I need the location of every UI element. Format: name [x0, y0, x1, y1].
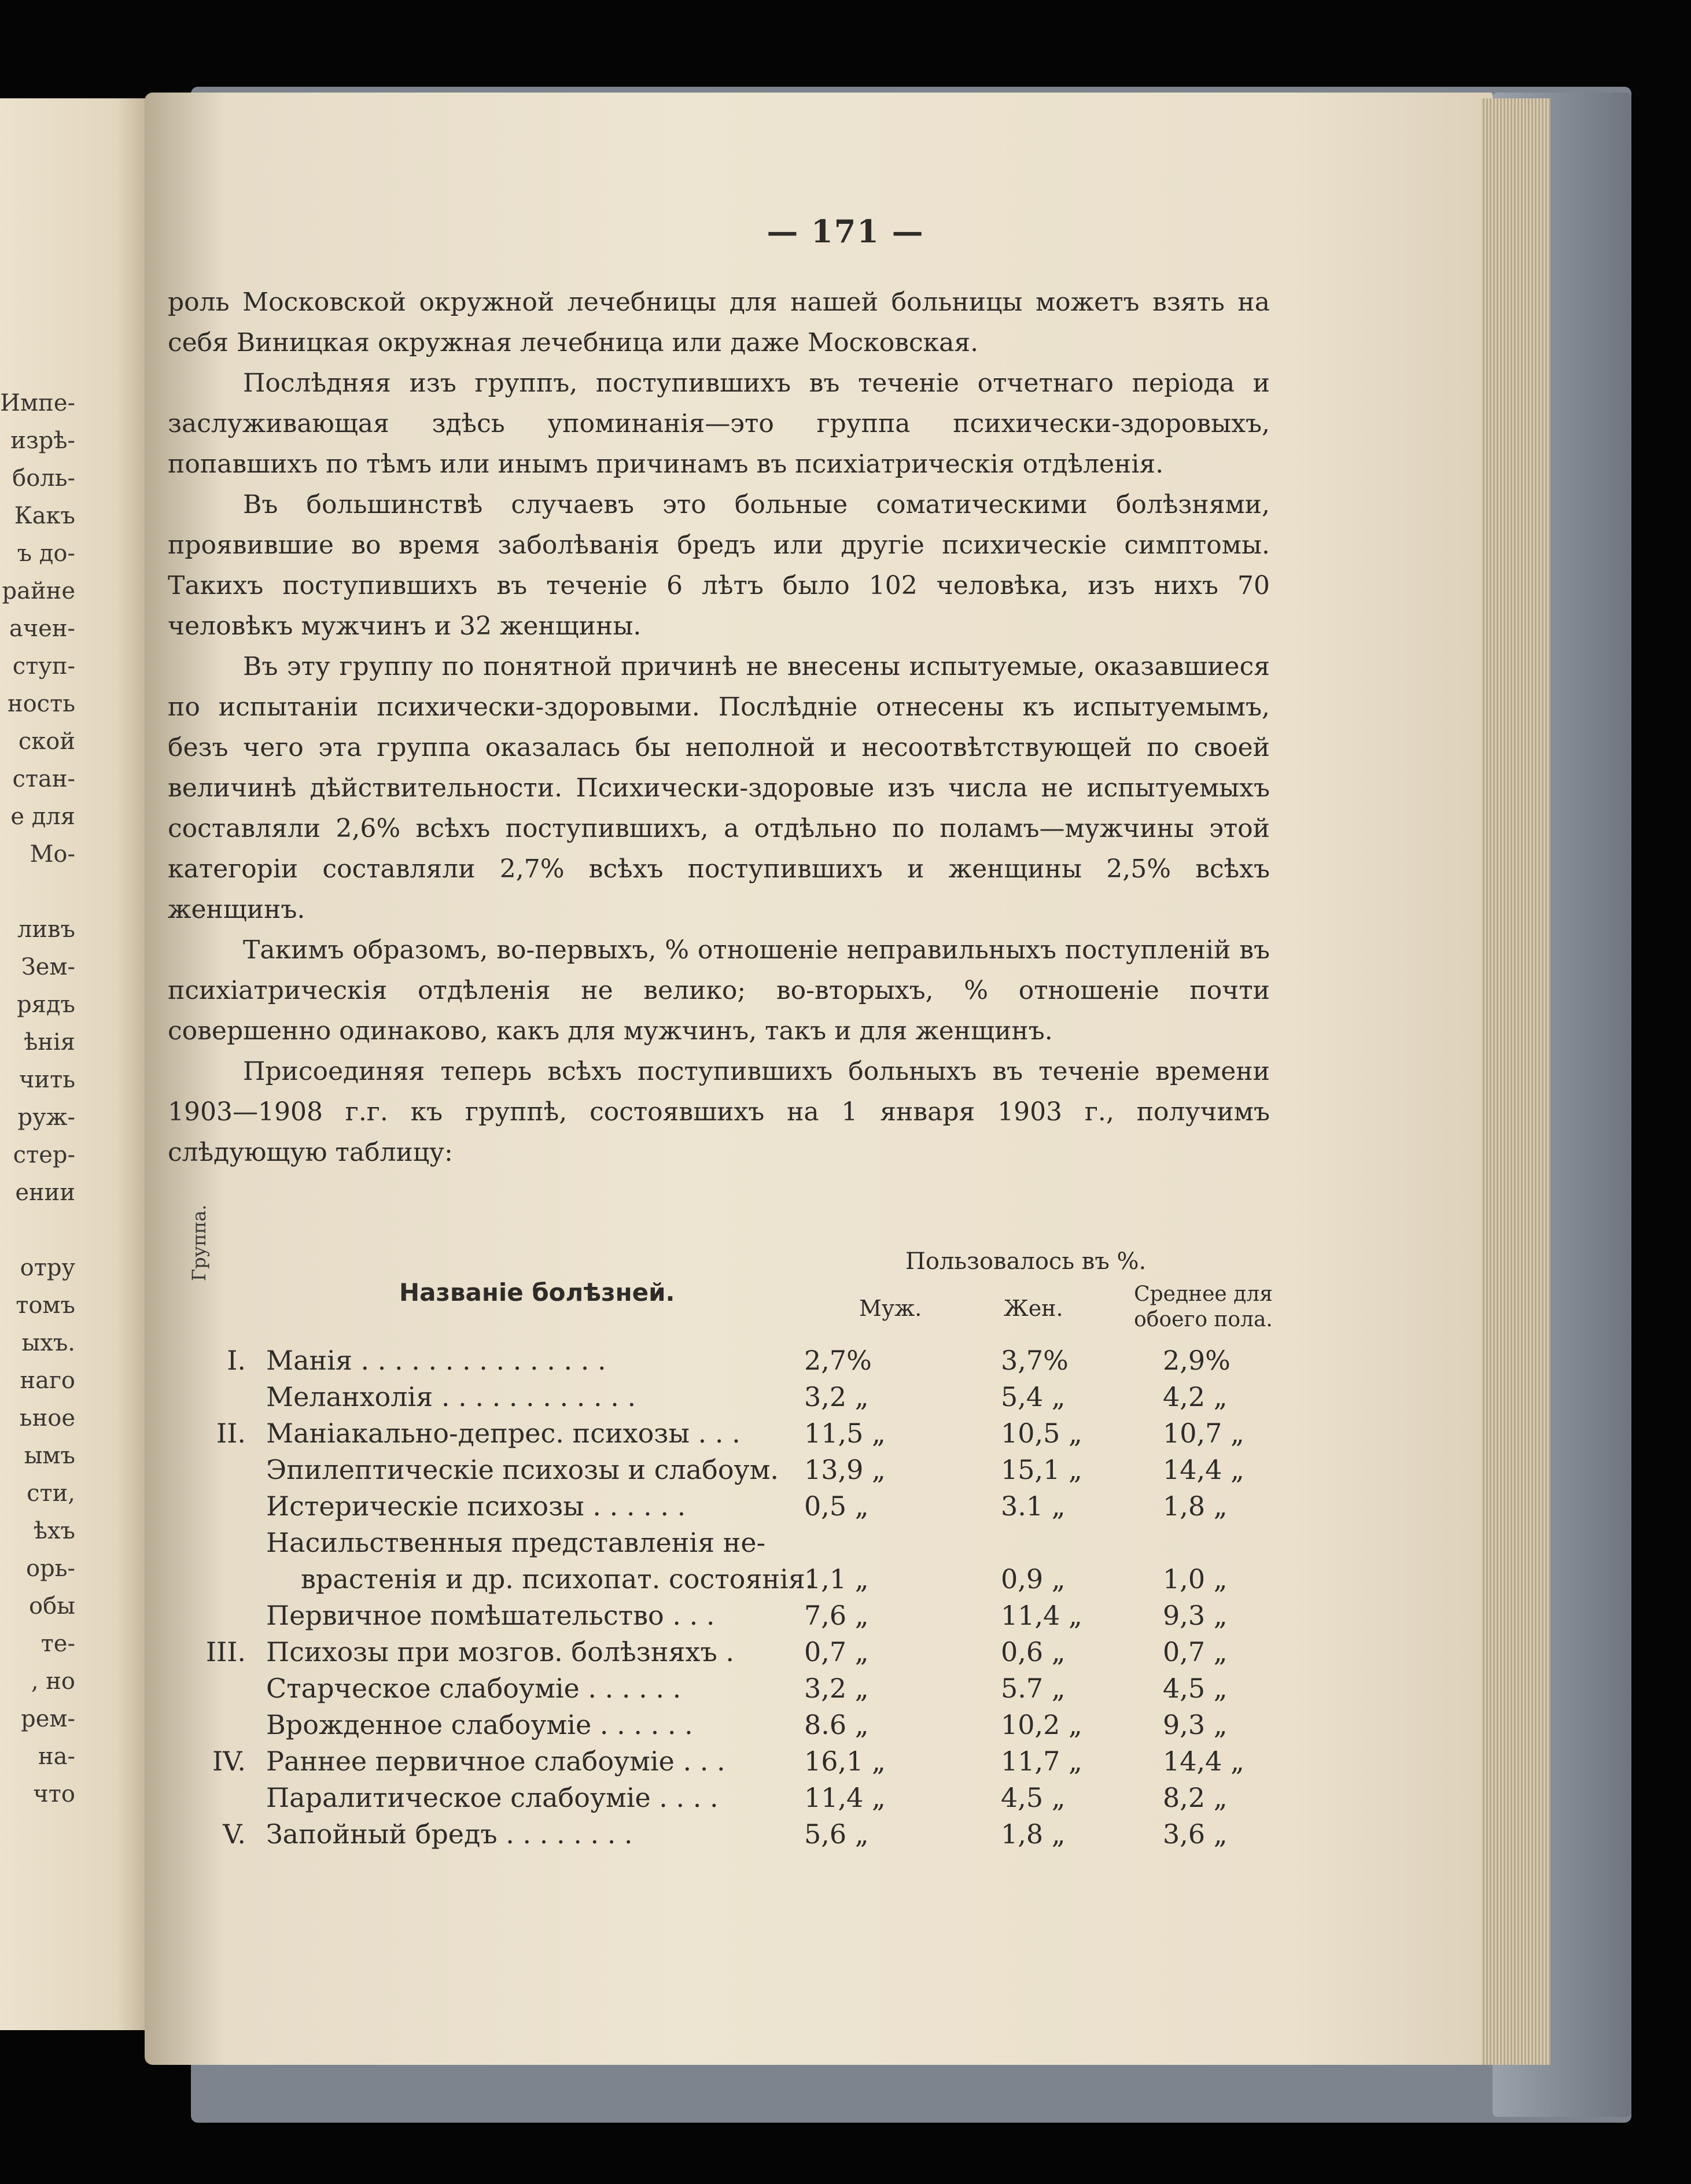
- male-percent: 0,7 „: [804, 1636, 869, 1667]
- left-page-line: боль-: [12, 465, 75, 492]
- male-percent: 2,7%: [804, 1345, 872, 1376]
- left-page-line: ыхъ.: [21, 1330, 75, 1356]
- female-percent: 11,4 „: [1001, 1600, 1082, 1631]
- disease-name: Первичное помѣшательство . . .: [266, 1600, 715, 1631]
- average-percent: 8,2 „: [1163, 1782, 1228, 1813]
- left-page-line: ской: [18, 728, 75, 755]
- paragraph: роль Московской окружной лечебницы для нашей больницы можетъ взять на себя Виницкая окружная лечебница или даже Московская.: [168, 287, 1270, 357]
- average-percent: 4,2 „: [1163, 1381, 1228, 1412]
- left-page-line: , но: [31, 1668, 75, 1695]
- left-page-line: отру: [20, 1255, 75, 1281]
- group-number: V.: [223, 1818, 246, 1850]
- left-page-line: те-: [40, 1630, 75, 1657]
- table-row: [168, 1600, 1290, 1636]
- body-text: [168, 282, 1270, 1173]
- table-row: [168, 1491, 1290, 1526]
- disease-name: Психозы при мозгов. болѣзняхъ .: [266, 1636, 734, 1667]
- female-percent: 3,7%: [1001, 1345, 1069, 1376]
- female-percent: 3.1 „: [1001, 1491, 1066, 1522]
- left-page-line: райне: [2, 578, 75, 604]
- left-page-line: руж-: [17, 1104, 75, 1131]
- left-page-line: [0, 873, 75, 911]
- left-page-line: Какъ: [14, 503, 75, 529]
- female-percent: 0,9 „: [1001, 1563, 1066, 1595]
- group-number: I.: [227, 1345, 246, 1376]
- average-percent: 14,4 „: [1163, 1454, 1244, 1485]
- average-percent: 1,8 „: [1163, 1491, 1228, 1522]
- table-row: [168, 1527, 1290, 1563]
- left-page-line: [0, 1212, 75, 1249]
- disease-name: Эпилептическіе психозы и слабоум.: [266, 1454, 779, 1485]
- paragraph: Въ большинствѣ случаевъ это больные соматическими болѣзнями, проявившие во время заболѣванія бредъ или другіе психическіе симптомы. Такихъ поступившихъ въ теченіе 6 лѣтъ было 102 человѣка, изъ нихъ 70 человѣкъ мужчинъ и 32 женщины.: [168, 490, 1270, 641]
- average-percent: 14,4 „: [1163, 1746, 1244, 1777]
- average-percent: 1,0 „: [1163, 1563, 1228, 1595]
- female-percent: 1,8 „: [1001, 1818, 1066, 1850]
- disease-name: Меланхолія . . . . . . . . . . . .: [266, 1381, 636, 1412]
- table-row: [168, 1636, 1290, 1672]
- left-page-line: ливъ: [17, 916, 75, 943]
- table-row: [168, 1345, 1290, 1381]
- left-page-line: стан-: [12, 766, 75, 792]
- paragraph: Послѣдняя изъ группъ, поступившихъ въ теченіе отчетнаго періода и заслуживающая здѣсь упоминанія—это группа психически-здоровыхъ, попавшихъ по тѣмъ или инымъ причинамъ въ психіатрическія отдѣленія.: [168, 368, 1270, 479]
- left-page-line: на-: [38, 1743, 75, 1770]
- paragraph: Въ эту группу по понятной причинѣ не внесены испытуемые, оказавшиеся по испытаніи психически-здоровыми. Послѣдніе отнесены къ испытуемымъ, безъ чего эта группа оказалась бы неполной и несоотвѣтствующей по своей величинѣ дѣйствительности. Психически-здоровые изъ числа не испытуемыхъ составляли 2,6% всѣхъ поступившихъ, а отдѣльно по поламъ—мужчины этой категоріи составляли 2,7% всѣхъ поступившихъ и женщины 2,5% всѣхъ женщинъ.: [168, 652, 1270, 924]
- left-page-line: ступ-: [12, 653, 75, 680]
- disease-name: Манія . . . . . . . . . . . . . . .: [266, 1345, 606, 1376]
- female-percent: 11,7 „: [1001, 1746, 1082, 1777]
- male-percent: 16,1 „: [804, 1746, 886, 1777]
- female-percent: 15,1 „: [1001, 1454, 1082, 1485]
- average-percent: 9,3 „: [1163, 1600, 1228, 1631]
- average-percent: 3,6 „: [1163, 1818, 1228, 1850]
- group-number: III.: [205, 1636, 246, 1667]
- table-row: [168, 1782, 1290, 1818]
- male-header: Муж.: [859, 1296, 922, 1321]
- left-page-line: ъ до-: [17, 540, 75, 567]
- group-number: II.: [216, 1418, 246, 1449]
- average-percent: 4,5 „: [1163, 1673, 1228, 1704]
- disease-name: Старческое слабоуміе . . . . . .: [266, 1673, 681, 1704]
- average-percent: 2,9%: [1163, 1345, 1231, 1376]
- left-page-line: Зем-: [21, 954, 75, 980]
- group-number: IV.: [212, 1746, 246, 1777]
- left-page-line: обы: [29, 1593, 75, 1619]
- disease-name: Насильственныя представленія не-: [266, 1527, 766, 1558]
- disease-name: Запойный бредъ . . . . . . . .: [266, 1818, 633, 1850]
- disease-name: Маніакально-депрес. психозы . . .: [266, 1418, 740, 1449]
- left-page-line: рядъ: [17, 991, 75, 1018]
- left-page-line: наго: [20, 1367, 75, 1394]
- paragraph: Присоединяя теперь всѣхъ поступившихъ больныхъ въ теченіе времени 1903—1908 г.г. къ группѣ, состоявшихъ на 1 января 1903 г., получимъ слѣдующую таблицу:: [168, 1057, 1270, 1167]
- disease-name: врастенія и др. психопат. состоянія.: [301, 1563, 814, 1595]
- left-page-line: рем-: [21, 1706, 75, 1732]
- female-percent: 4,5 „: [1001, 1782, 1066, 1813]
- male-percent: 11,5 „: [804, 1418, 886, 1449]
- average-header: Среднее для обоего пола.: [1134, 1282, 1273, 1331]
- table-row: [168, 1818, 1290, 1854]
- female-percent: 5.7 „: [1001, 1673, 1066, 1704]
- female-percent: 0,6 „: [1001, 1636, 1066, 1667]
- table-row: [168, 1454, 1290, 1490]
- left-page-line: томъ: [16, 1292, 75, 1319]
- percent-header: Пользовалось въ %.: [905, 1248, 1147, 1275]
- male-percent: 0,5 „: [804, 1491, 869, 1522]
- female-header: Жен.: [1004, 1296, 1063, 1321]
- left-page: [0, 98, 156, 2030]
- page-edges: [1481, 98, 1550, 2065]
- female-percent: 5,4 „: [1001, 1381, 1066, 1412]
- left-page-line: стер-: [13, 1142, 75, 1168]
- group-column-header: Группа.: [188, 1204, 210, 1281]
- disease-name: Раннее первичное слабоуміе . . .: [266, 1746, 725, 1777]
- left-page-line: ность: [7, 691, 75, 717]
- average-percent: 0,7 „: [1163, 1636, 1228, 1667]
- male-percent: 5,6 „: [804, 1818, 869, 1850]
- disease-name-header: Названіе болѣзней.: [399, 1278, 675, 1307]
- left-page-line: ѣхъ: [33, 1518, 75, 1544]
- female-percent: 10,2 „: [1001, 1709, 1082, 1740]
- left-page-line: Импе-: [0, 390, 75, 416]
- table-row: [168, 1418, 1290, 1453]
- left-page-line: сти,: [27, 1480, 75, 1507]
- table-row: [168, 1746, 1290, 1781]
- disease-name: Паралитическое слабоуміе . . . .: [266, 1782, 719, 1813]
- male-percent: 3,2 „: [804, 1381, 869, 1412]
- disease-name: Врожденное слабоуміе . . . . . .: [266, 1709, 693, 1740]
- left-page-line: Мо-: [30, 841, 75, 868]
- male-percent: 1,1 „: [804, 1563, 869, 1595]
- left-page-line: орь-: [26, 1555, 75, 1582]
- male-percent: 8.6 „: [804, 1709, 869, 1740]
- table-row: [168, 1563, 1290, 1599]
- average-percent: 10,7 „: [1163, 1418, 1244, 1449]
- left-page-line: ымъ: [24, 1443, 75, 1469]
- female-percent: 10,5 „: [1001, 1418, 1082, 1449]
- left-page-line: ѣнія: [24, 1029, 75, 1056]
- left-page-line: ьное: [19, 1405, 75, 1432]
- page-number: — 171 —: [767, 213, 924, 250]
- left-page-line: ачен-: [9, 615, 75, 642]
- disease-name: Истерическіе психозы . . . . . .: [266, 1491, 686, 1522]
- table-row: [168, 1673, 1290, 1709]
- male-percent: 11,4 „: [804, 1782, 886, 1813]
- left-page-line: чить: [19, 1067, 75, 1093]
- left-page-line: е для: [10, 803, 75, 830]
- male-percent: 3,2 „: [804, 1673, 869, 1704]
- paragraph: Такимъ образомъ, во-первыхъ, % отношеніе неправильныхъ поступленій въ психіатрическія отдѣленія не велико; во-вторыхъ, % отношеніе почти совершенно одинаково, какъ для мужчинъ, такъ и для женщинъ.: [168, 935, 1270, 1046]
- left-page-text: [0, 385, 75, 1813]
- male-percent: 7,6 „: [804, 1600, 869, 1631]
- average-percent: 9,3 „: [1163, 1709, 1228, 1740]
- left-page-line: ении: [15, 1179, 75, 1206]
- table-row: [168, 1709, 1290, 1745]
- left-page-line: что: [33, 1781, 75, 1807]
- disease-table: [168, 1204, 1290, 1874]
- table-row: [168, 1381, 1290, 1417]
- left-page-line: изрѣ-: [10, 427, 75, 454]
- male-percent: 13,9 „: [804, 1454, 886, 1485]
